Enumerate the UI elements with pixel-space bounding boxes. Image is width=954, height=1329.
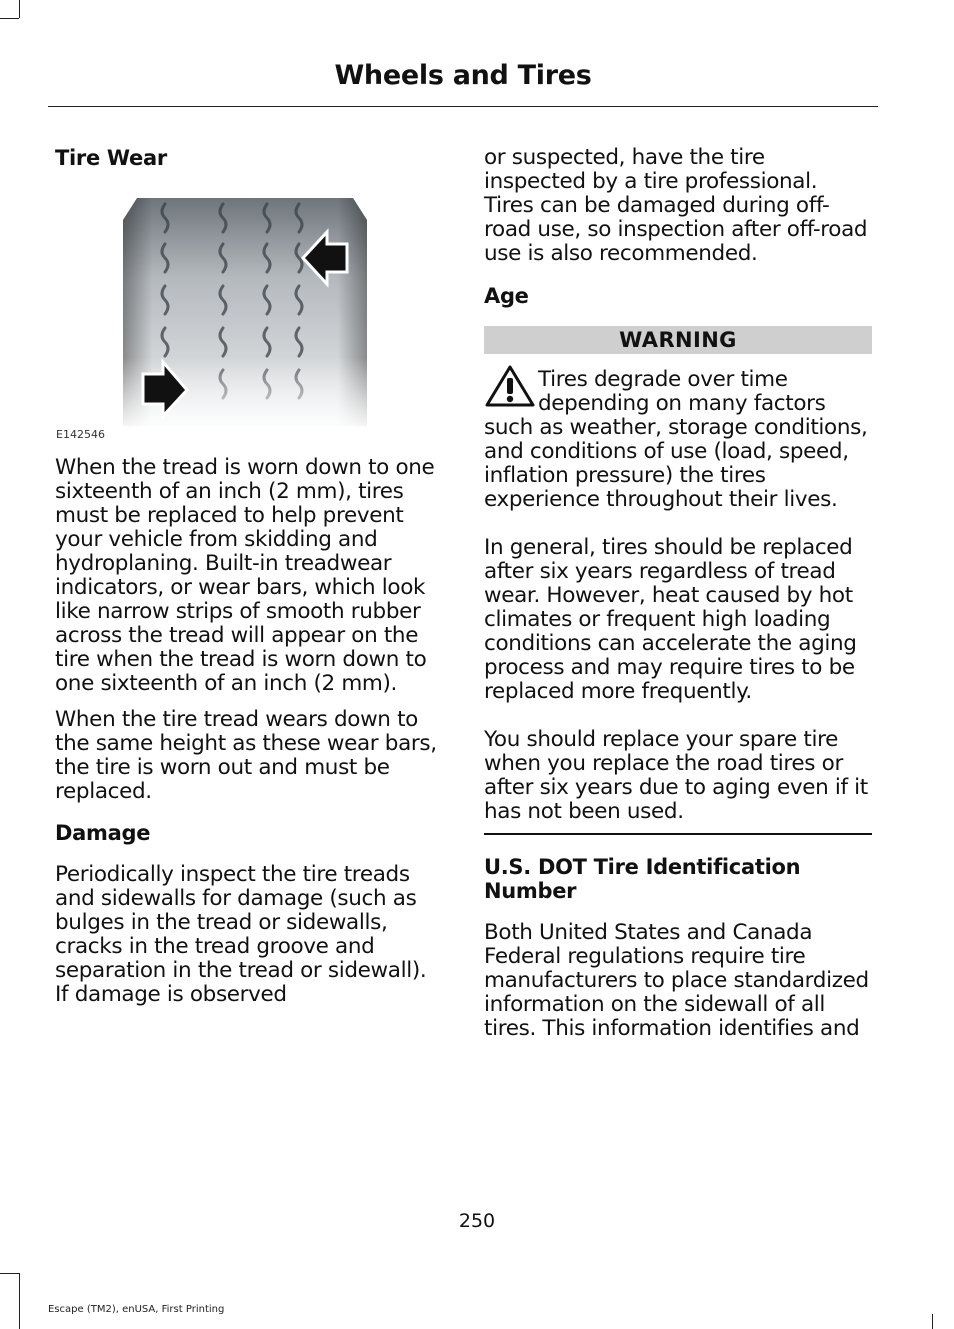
crop-mark: [0, 18, 19, 19]
tire-wear-figure: [55, 194, 445, 446]
crop-mark: [932, 1314, 933, 1329]
paragraph-wear-bars: When the tire tread wears down to the same height as these wear bars, the tire is worn out and must be replaced.: [55, 707, 437, 804]
paragraph-general: In general, tires should be replaced after six years regardless of tread wear. However, heat caused by hot climates or frequent high loading conditions can accelerate the aging process and may require tires to be replaced more frequently.: [484, 535, 857, 704]
warning-banner: WARNING: [484, 326, 872, 354]
right-column: [484, 146, 872, 1041]
age-heading: Age: [484, 284, 529, 308]
tire-wear-heading: Tire Wear: [55, 146, 167, 170]
crop-mark: [19, 1273, 20, 1329]
paragraph-dot: Both United States and Canada Federal regulations require tire manufacturers to place standardized information on the sidewall of all tires. This information identifies and: [484, 920, 869, 1041]
page-number: 250: [458, 1210, 496, 1232]
header-divider: [48, 106, 878, 107]
warning-triangle-icon: [484, 364, 536, 408]
edition-footer: Escape (TM2), enUSA, First Printing: [48, 1304, 225, 1315]
paragraph-spare-tire: You should replace your spare tire when you replace the road tires or after six years due to aging even if it has not been used.: [484, 727, 868, 824]
section-divider: [484, 833, 872, 835]
dot-heading: U.S. DOT Tire Identification Number: [484, 855, 801, 903]
damage-heading: Damage: [55, 821, 151, 845]
paragraph-tread-wear: When the tread is worn down to one sixteenth of an inch (2 mm), tires must be replaced to help prevent your vehicle from skidding and hydroplaning. Built-in treadwear indicators, or wear bars, which look like narrow strips of smooth rubber across the tread will appear on the tire when the tread is worn down to one sixteenth of an inch (2 mm).: [55, 455, 435, 696]
warning-text: Tires degrade over time depending on many factors such as weather, storage conditions, and conditions of use (load, speed, inflation pressure) the tires experience throughout their lives.: [484, 367, 868, 512]
left-column: [55, 146, 445, 1007]
warning-block: [484, 368, 872, 512]
figure-id: E142546: [56, 428, 105, 441]
crop-mark: [19, 0, 20, 18]
crop-mark: [0, 1273, 19, 1274]
paragraph-inspection: or suspected, have the tire inspected by a tire professional. Tires can be damaged during off-road use, so inspection after off-road use is also recommended.: [484, 145, 868, 266]
tire-tread-illustration: [55, 194, 445, 434]
page-title: Wheels and Tires: [334, 60, 592, 91]
paragraph-damage: Periodically inspect the tire treads and sidewalls for damage (such as bulges in the tread or sidewalls, cracks in the tread groove and separation in the tread or sidewall). If damage is observed: [55, 862, 427, 1007]
